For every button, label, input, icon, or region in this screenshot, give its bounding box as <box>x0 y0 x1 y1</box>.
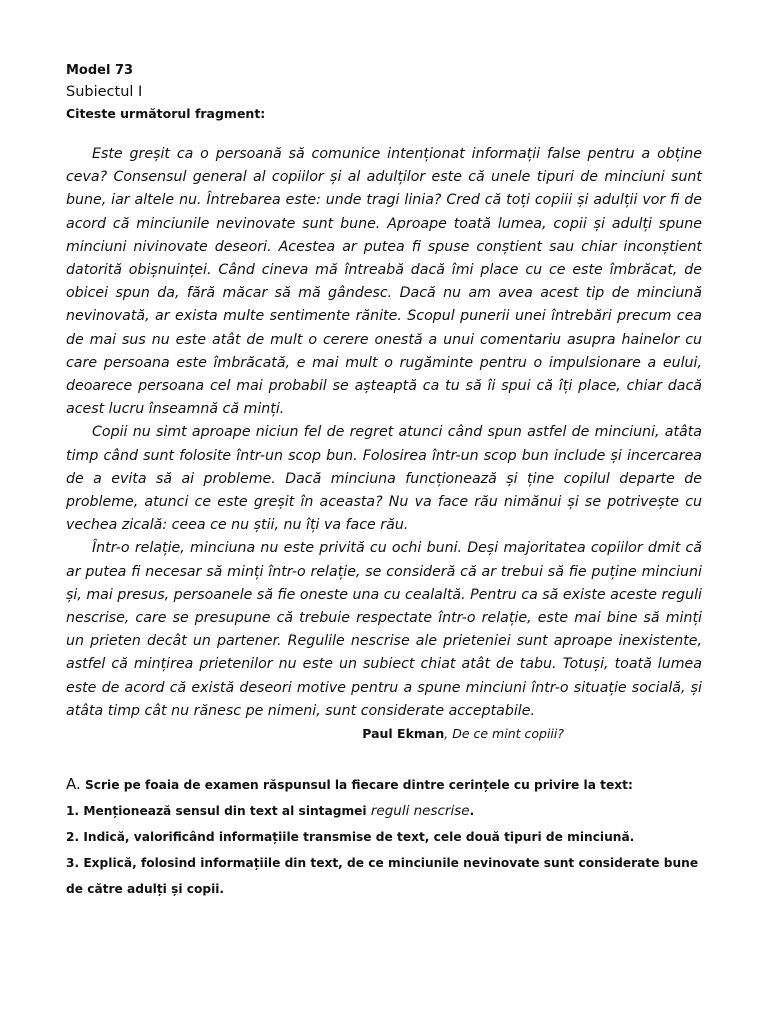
section-letter: A. <box>66 775 81 794</box>
subject-heading: Subiectul I <box>66 84 143 100</box>
task-2: 2. Indică, valorificând informațiile transmise de text, cele două tipuri de minciună. <box>66 830 635 845</box>
section-instruction: Scrie pe foaia de examen răspunsul la fiecare dintre cerințele cu privire la text: <box>85 778 633 793</box>
task-1-suffix: . <box>469 804 475 819</box>
fragment-paragraph-1: Este greșit ca o persoană să comunice intenționat informații false pentru a obține ceva? Consensul general al copiilor și al adulților este că unele tipuri de minciuni sunt bune, iar altele nu. Întrebarea este: unde tragi linia? Cred că toți copiii și adulții vor fi de acord că minciunile nevinovate sunt bune. Aproape toată lumea, copii și adulți spune minciuni nivinovate deseori. Acestea ar putea fi spuse conștient sau chiar inconștient datorită obișnuinței. Când cineva mă întreabă dacă îmi place cu ce este îmbrăcat, de obicei spun da, fără măcar să mă gândesc. Dacă nu am avea acest tip de minciună nevinovată, ar exista multe sentimente rănite. Scopul punerii unei întrebări precum cea de mai sus nu este atât de mult o cerere onestă a unui comentariu asupra hainelor cu care persoana este îmbrăcată, e mai mult o rugăminte pentru o impulsionare a eului, deoarece persoana cel mai probabil se așteaptă ca tu să îi spui că îți place, chiar dacă acest lucru înseamnă că minți. <box>66 146 702 418</box>
task-section-intro <box>66 771 702 798</box>
task-3: 3. Explică, folosind informațiile din text, de ce minciunile nevinovate sunt considerate bune de către adulți și copii. <box>66 856 699 897</box>
task-1 <box>66 798 702 824</box>
source-author: Paul Ekman <box>362 726 445 742</box>
task-1-prefix: 1. Menționează sensul din text al sintagmei <box>66 804 371 819</box>
fragment-paragraph-2: Copii nu simt aproape niciun fel de regret atunci când spun astfel de minciuni, atâta timp când sunt folosite într-un scop bun. Folosirea într-un scop bun include și incercarea de a evita să ai probleme. Dacă minciuna funcționează și ține copilul departe de probleme, atunci ce este greșit în aceasta? Nu va face rău nimănui și se potrivește cu vechea zicală: ceea ce nu știi, nu îți va face rău. <box>66 424 702 534</box>
fragment-paragraph-3: Într-o relație, minciuna nu este privită cu ochi buni. Deși majoritatea copiilor dmit că ar putea fi necesar să minți într-o relație, se consideră că ar trebui să fie puține minciuni și, mai presus, persoanele să fie oneste una cu cealaltă. Pentru ca să existe aceste reguli nescrise, care se presupune că trebuie respectate într-o relație, este mai bine să minți un prieten decât un partener. Regulile nescrise ale prieteniei sunt aproape inexistente, astfel că mințirea prietenilor nu este un subiect chiat atât de tabu. Totuși, toată lumea este de acord că există deseori motive pentru a spune minciuni într-o situație socială, și atâta timp cât nu rănesc pe nimeni, sunt considerate acceptabile. <box>66 540 702 719</box>
text-fragment <box>66 143 702 723</box>
source-work-title: De ce mint copiii? <box>452 726 564 742</box>
reading-instruction: Citeste următorul fragment: <box>66 106 266 121</box>
source-separator: , <box>444 726 453 742</box>
task-1-phrase: reguli nescrise <box>370 803 470 820</box>
exam-page <box>66 61 702 902</box>
model-title: Model 73 <box>66 63 134 78</box>
source-citation <box>66 723 702 745</box>
